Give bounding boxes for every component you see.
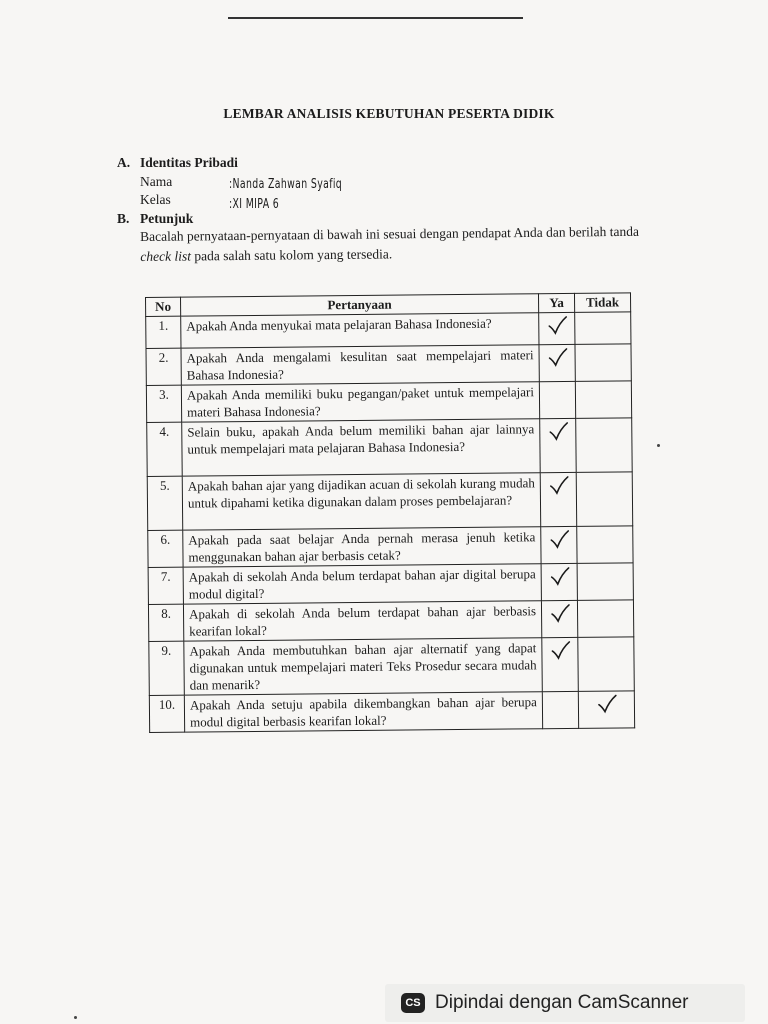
watermark-text: Dipindai dengan CamScanner [435,992,689,1013]
answer-cell-tidak[interactable] [577,600,633,638]
section-a-letter: A. [117,155,131,170]
section-b-letter: B. [117,211,130,226]
row-question: Apakah pada saat belajar Anda pernah merasa jenuh ketika menggunakan bahan ajar berbasis cetak? [183,527,541,567]
table-row [147,418,632,477]
header-no: No [146,297,181,316]
answer-cell-ya[interactable] [540,418,577,472]
header-yes: Ya [538,293,574,312]
answer-cell-tidak[interactable] [578,691,634,729]
table-row [147,472,632,531]
row-number: 4. [147,422,183,476]
questionnaire-table [145,292,635,733]
table-row [146,312,631,349]
instruction-emphasis: check list [140,248,191,264]
camscanner-watermark [385,984,745,1022]
answer-cell-tidak[interactable] [576,418,633,473]
answer-cell-ya[interactable] [540,472,577,526]
answer-cell-tidak[interactable] [576,472,633,527]
answer-cell-tidak[interactable] [575,381,631,419]
instruction-text-2: pada salah satu kolom yang tersedia. [190,246,393,264]
row-number: 1. [146,316,181,348]
table-row [146,344,631,386]
row-number: 8. [148,604,183,641]
row-number: 6. [148,530,183,567]
answer-cell-ya[interactable] [541,563,577,600]
row-number: 5. [147,476,183,530]
row-question: Apakah Anda setuju apabila dikembangkan bahan ajar berupa modul digital berbasis kearifan lokal? [184,692,542,732]
table-row [148,563,633,605]
row-number: 9. [149,641,185,695]
section-b-heading: Petunjuk [140,211,194,226]
table-row [149,691,634,733]
answer-cell-tidak[interactable] [577,563,633,601]
row-number: 10. [149,695,184,732]
answer-cell-ya[interactable] [539,312,575,344]
table-row [146,381,631,423]
kelas-value: :XI MIPA 6 [229,197,280,212]
check-mark-icon [549,612,571,627]
answer-cell-ya[interactable] [542,691,578,728]
check-mark-icon [595,702,617,717]
page-title: LEMBAR ANALISIS KEBUTUHAN PESERTA DIDIK [223,106,555,121]
answer-cell-tidak[interactable] [575,344,631,382]
scan-edge-line [228,17,523,19]
check-mark-icon [546,324,568,339]
table-row [148,526,633,568]
row-question: Apakah di sekolah Anda belum terdapat bahan ajar digital berupa modul digital? [183,564,541,604]
nama-label: Nama [140,174,173,189]
row-question: Selain buku, apakah Anda belum memiliki bahan ajar lainnya untuk mempelajari mata pelajaran Bahasa Indonesia? [182,419,541,476]
row-number: 7. [148,567,183,604]
instruction-text-1: Bacalah pernyataan-pernyataan di bawah ini sesuai dengan pendapat Anda dan berilah tanda [140,223,640,244]
row-question: Apakah di sekolah Anda belum terdapat bahan ajar berbasis kearifan lokal? [183,601,541,641]
section-a-heading: Identitas Pribadi [140,155,238,170]
table-row [149,637,634,696]
answer-cell-ya[interactable] [539,344,575,381]
row-question: Apakah Anda menyukai mata pelajaran Bahasa Indonesia? [181,313,539,348]
answer-cell-tidak[interactable] [578,637,635,692]
row-number: 3. [146,385,181,422]
instruction-paragraph [140,221,670,267]
scan-speck [74,1016,77,1019]
check-mark-icon [549,649,571,664]
row-question: Apakah Anda mengalami kesulitan saat mempelajari materi Bahasa Indonesia? [181,345,539,385]
check-mark-icon [547,430,569,445]
row-question: Apakah bahan ajar yang dijadikan acuan di sekolah kurang mudah untuk dipahami ketika digunakan dalam proses pembelajaran? [182,473,541,530]
table-row [148,600,633,642]
answer-cell-ya[interactable] [542,637,579,691]
answer-cell-tidak[interactable] [577,526,633,564]
row-question: Apakah Anda memiliki buku pegangan/paket untuk mempelajari materi Bahasa Indonesia? [181,382,539,422]
answer-cell-tidak[interactable] [575,312,631,345]
check-mark-icon [548,575,570,590]
scan-speck [657,444,660,447]
header-no-answer: Tidak [574,293,630,313]
check-mark-icon [546,356,568,371]
answer-cell-ya[interactable] [541,526,577,563]
check-mark-icon [547,484,569,499]
row-question: Apakah Anda membutuhkan bahan ajar alternatif yang dapat digunakan untuk mempelajari materi Teks Prosedur secara mudah dan menarik? [184,638,543,695]
row-number: 2. [146,348,181,385]
header-question: Pertanyaan [181,294,539,316]
check-mark-icon [548,538,570,553]
nama-value: :Nanda Zahwan Syafiq [229,177,343,192]
answer-cell-ya[interactable] [539,381,575,418]
answer-cell-ya[interactable] [541,600,577,637]
kelas-label: Kelas [140,192,171,207]
camscanner-logo-icon: CS [401,993,425,1013]
